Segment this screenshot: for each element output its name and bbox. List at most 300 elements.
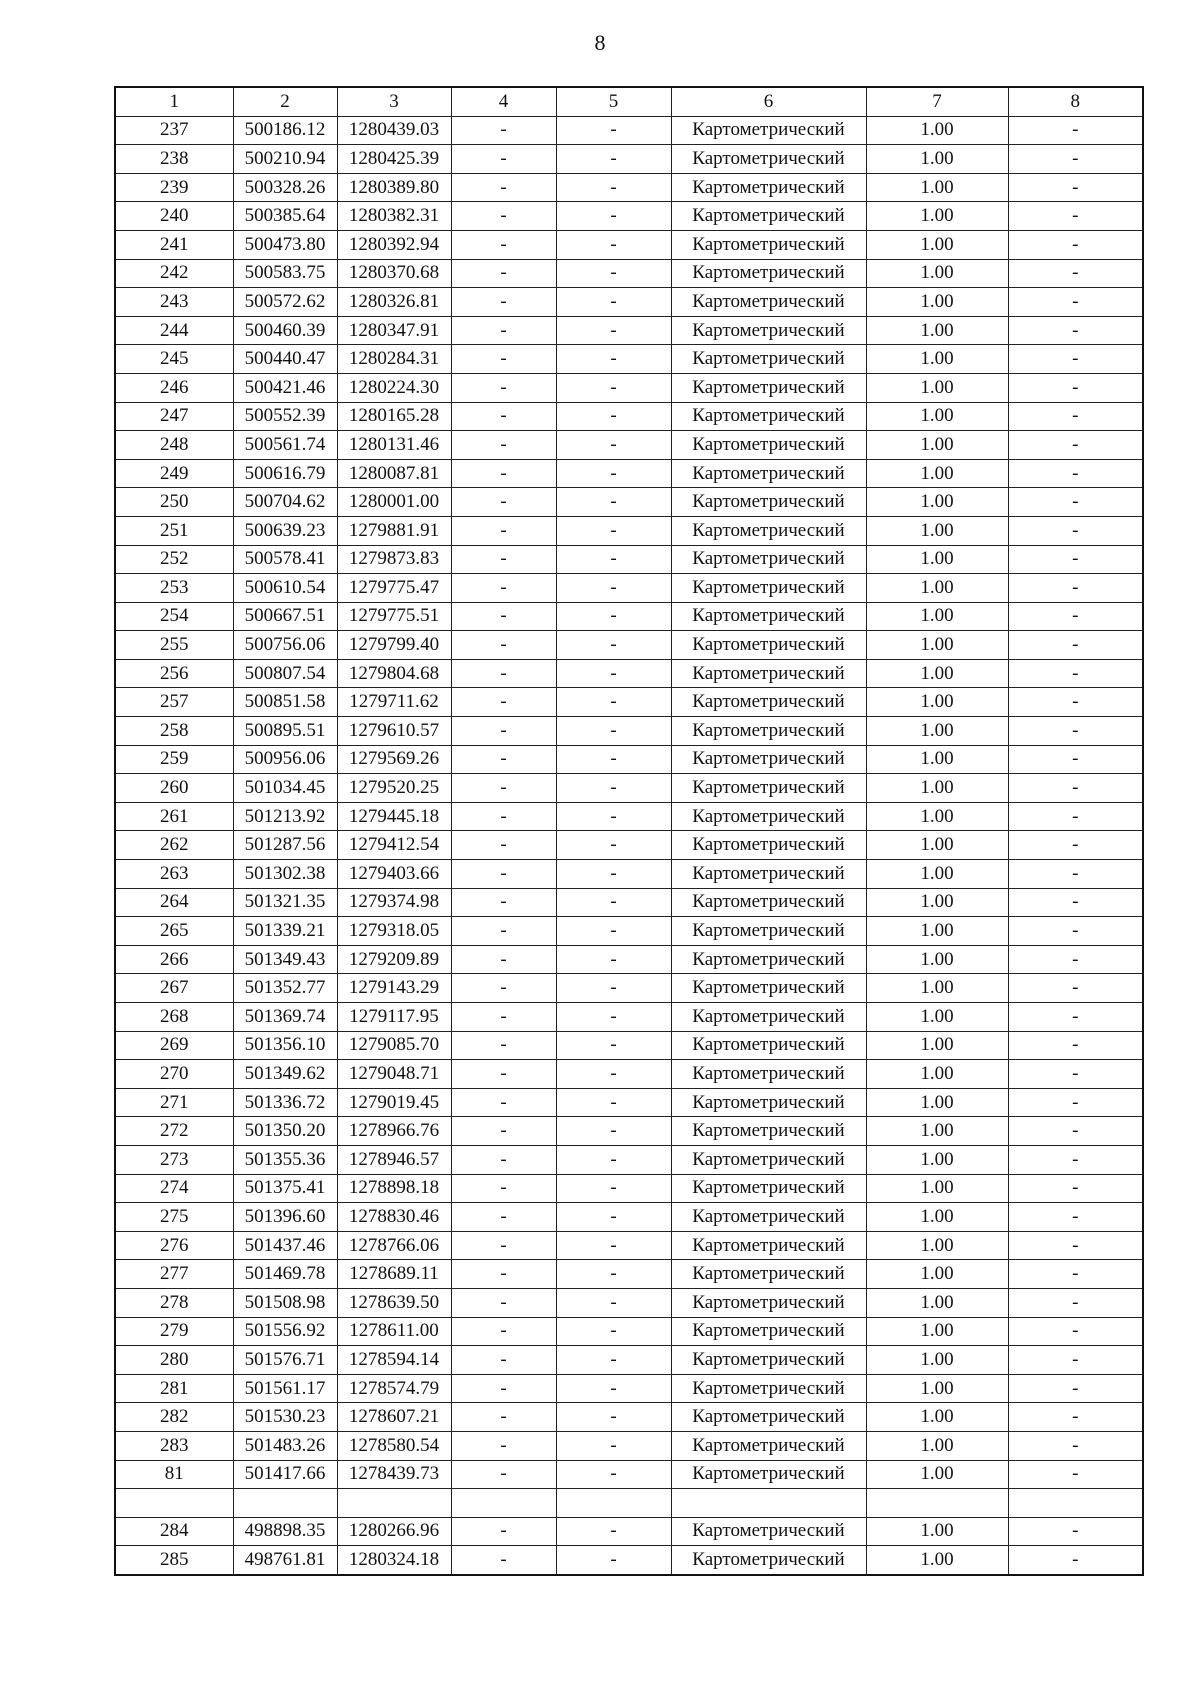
col8-cell: - [1008, 1317, 1143, 1346]
col8-cell: - [1008, 516, 1143, 545]
col4-cell: - [451, 917, 556, 946]
point-number-cell: 242 [115, 259, 233, 288]
accuracy-cell: 1.00 [866, 345, 1008, 374]
accuracy-cell: 1.00 [866, 488, 1008, 517]
method-cell: Картометрический [671, 945, 866, 974]
point-number-cell: 241 [115, 230, 233, 259]
col8-cell: - [1008, 602, 1143, 631]
x-coordinate-cell: 501336.72 [233, 1088, 337, 1117]
y-coordinate-cell: 1280131.46 [337, 431, 451, 460]
table-row [115, 1546, 1143, 1575]
y-coordinate-cell: 1280392.94 [337, 230, 451, 259]
col5-cell: - [556, 802, 671, 831]
x-coordinate-cell: 501287.56 [233, 831, 337, 860]
col4-cell: - [451, 631, 556, 660]
table-row [115, 1431, 1143, 1460]
y-coordinate-cell: 1278946.57 [337, 1145, 451, 1174]
x-coordinate-cell: 500704.62 [233, 488, 337, 517]
x-coordinate-cell: 501396.60 [233, 1203, 337, 1232]
col4-cell: - [451, 688, 556, 717]
y-coordinate-cell [337, 1489, 451, 1518]
y-coordinate-cell: 1279048.71 [337, 1060, 451, 1089]
y-coordinate-cell: 1279412.54 [337, 831, 451, 860]
col5-cell: - [556, 259, 671, 288]
method-cell: Картометрический [671, 1260, 866, 1289]
x-coordinate-cell: 501213.92 [233, 802, 337, 831]
method-cell: Картометрический [671, 602, 866, 631]
accuracy-cell: 1.00 [866, 602, 1008, 631]
col8-cell: - [1008, 717, 1143, 746]
accuracy-cell: 1.00 [866, 1145, 1008, 1174]
col5-cell: - [556, 717, 671, 746]
x-coordinate-cell: 500956.06 [233, 745, 337, 774]
y-coordinate-cell: 1278611.00 [337, 1317, 451, 1346]
table-row [115, 917, 1143, 946]
col4-cell: - [451, 1374, 556, 1403]
x-coordinate-cell: 501508.98 [233, 1288, 337, 1317]
method-cell: Картометрический [671, 545, 866, 574]
table-row [115, 545, 1143, 574]
point-number-cell: 279 [115, 1317, 233, 1346]
col8-cell: - [1008, 459, 1143, 488]
x-coordinate-cell: 500552.39 [233, 402, 337, 431]
point-number-cell: 274 [115, 1174, 233, 1203]
col5-cell: - [556, 1403, 671, 1432]
col4-cell: - [451, 1174, 556, 1203]
col8-cell: - [1008, 1088, 1143, 1117]
table-row [115, 145, 1143, 174]
point-number-cell: 277 [115, 1260, 233, 1289]
method-cell: Картометрический [671, 1060, 866, 1089]
col5-cell: - [556, 1288, 671, 1317]
method-cell: Картометрический [671, 1288, 866, 1317]
table-row [115, 1374, 1143, 1403]
method-cell: Картометрический [671, 631, 866, 660]
col5-cell: - [556, 173, 671, 202]
y-coordinate-cell: 1279117.95 [337, 1003, 451, 1032]
x-coordinate-cell: 500583.75 [233, 259, 337, 288]
col4-cell: - [451, 145, 556, 174]
col8-cell: - [1008, 545, 1143, 574]
y-coordinate-cell: 1278830.46 [337, 1203, 451, 1232]
point-number-cell: 263 [115, 860, 233, 889]
point-number-cell: 254 [115, 602, 233, 631]
point-number-cell: 261 [115, 802, 233, 831]
point-number-cell: 239 [115, 173, 233, 202]
table-row [115, 1088, 1143, 1117]
col4-cell: - [451, 831, 556, 860]
method-cell: Картометрический [671, 659, 866, 688]
point-number-cell: 270 [115, 1060, 233, 1089]
y-coordinate-cell: 1279403.66 [337, 860, 451, 889]
y-coordinate-cell: 1280284.31 [337, 345, 451, 374]
col8-cell: - [1008, 1403, 1143, 1432]
col8-cell: - [1008, 1174, 1143, 1203]
table-row [115, 574, 1143, 603]
col5-cell: - [556, 860, 671, 889]
col4-cell: - [451, 888, 556, 917]
x-coordinate-cell: 501469.78 [233, 1260, 337, 1289]
accuracy-cell: 1.00 [866, 974, 1008, 1003]
table-row [115, 202, 1143, 231]
point-number-cell: 243 [115, 288, 233, 317]
col5-cell: - [556, 316, 671, 345]
accuracy-cell: 1.00 [866, 1003, 1008, 1032]
accuracy-cell: 1.00 [866, 917, 1008, 946]
x-coordinate-cell: 501576.71 [233, 1346, 337, 1375]
method-cell: Картометрический [671, 974, 866, 1003]
col8-cell: - [1008, 659, 1143, 688]
accuracy-cell: 1.00 [866, 1174, 1008, 1203]
col5-cell: - [556, 230, 671, 259]
accuracy-cell: 1.00 [866, 116, 1008, 145]
y-coordinate-cell: 1280347.91 [337, 316, 451, 345]
col5-cell: - [556, 516, 671, 545]
x-coordinate-cell: 500639.23 [233, 516, 337, 545]
point-number-cell: 266 [115, 945, 233, 974]
accuracy-cell: 1.00 [866, 945, 1008, 974]
accuracy-cell: 1.00 [866, 745, 1008, 774]
accuracy-cell [866, 1489, 1008, 1518]
col4-cell: - [451, 659, 556, 688]
method-cell: Картометрический [671, 574, 866, 603]
point-number-cell: 255 [115, 631, 233, 660]
col8-cell: - [1008, 1546, 1143, 1575]
accuracy-cell: 1.00 [866, 688, 1008, 717]
table-row [115, 345, 1143, 374]
point-number-cell: 246 [115, 373, 233, 402]
y-coordinate-cell: 1278966.76 [337, 1117, 451, 1146]
x-coordinate-cell: 500616.79 [233, 459, 337, 488]
col5-cell: - [556, 1260, 671, 1289]
header-cell: 4 [451, 87, 556, 116]
table-row [115, 459, 1143, 488]
method-cell: Картометрический [671, 860, 866, 889]
x-coordinate-cell: 498898.35 [233, 1517, 337, 1546]
table-row [115, 860, 1143, 889]
method-cell: Картометрический [671, 1374, 866, 1403]
method-cell: Картометрический [671, 402, 866, 431]
x-coordinate-cell: 500328.26 [233, 173, 337, 202]
x-coordinate-cell: 500421.46 [233, 373, 337, 402]
method-cell: Картометрический [671, 488, 866, 517]
accuracy-cell: 1.00 [866, 1317, 1008, 1346]
table-row [115, 631, 1143, 660]
col8-cell: - [1008, 917, 1143, 946]
method-cell: Картометрический [671, 1174, 866, 1203]
accuracy-cell: 1.00 [866, 1517, 1008, 1546]
method-cell: Картометрический [671, 831, 866, 860]
x-coordinate-cell: 501349.43 [233, 945, 337, 974]
col4-cell: - [451, 288, 556, 317]
col5-cell: - [556, 574, 671, 603]
y-coordinate-cell: 1278766.06 [337, 1231, 451, 1260]
y-coordinate-cell: 1279143.29 [337, 974, 451, 1003]
col5-cell: - [556, 345, 671, 374]
method-cell: Картометрический [671, 459, 866, 488]
accuracy-cell: 1.00 [866, 574, 1008, 603]
method-cell: Картометрический [671, 316, 866, 345]
col8-cell: - [1008, 574, 1143, 603]
method-cell: Картометрический [671, 1088, 866, 1117]
x-coordinate-cell: 501321.35 [233, 888, 337, 917]
y-coordinate-cell: 1279520.25 [337, 774, 451, 803]
col8-cell: - [1008, 316, 1143, 345]
table-row [115, 602, 1143, 631]
point-number-cell: 282 [115, 1403, 233, 1432]
method-cell: Картометрический [671, 202, 866, 231]
point-number-cell: 259 [115, 745, 233, 774]
col5-cell: - [556, 774, 671, 803]
point-number-cell: 250 [115, 488, 233, 517]
col4-cell: - [451, 1231, 556, 1260]
col5-cell: - [556, 1231, 671, 1260]
table-row [115, 173, 1143, 202]
method-cell: Картометрический [671, 288, 866, 317]
col4-cell: - [451, 488, 556, 517]
point-number-cell: 271 [115, 1088, 233, 1117]
x-coordinate-cell: 501034.45 [233, 774, 337, 803]
method-cell: Картометрический [671, 1403, 866, 1432]
col4-cell: - [451, 717, 556, 746]
col5-cell: - [556, 145, 671, 174]
x-coordinate-cell: 500186.12 [233, 116, 337, 145]
x-coordinate-cell: 500578.41 [233, 545, 337, 574]
accuracy-cell: 1.00 [866, 888, 1008, 917]
col5-cell: - [556, 888, 671, 917]
accuracy-cell: 1.00 [866, 860, 1008, 889]
y-coordinate-cell: 1280326.81 [337, 288, 451, 317]
point-number-cell: 278 [115, 1288, 233, 1317]
col8-cell: - [1008, 1431, 1143, 1460]
x-coordinate-cell: 501437.46 [233, 1231, 337, 1260]
point-number-cell: 280 [115, 1346, 233, 1375]
coordinates-table [114, 86, 1144, 1576]
col4-cell: - [451, 1346, 556, 1375]
y-coordinate-cell: 1280266.96 [337, 1517, 451, 1546]
y-coordinate-cell: 1278898.18 [337, 1174, 451, 1203]
col5-cell: - [556, 631, 671, 660]
method-cell: Картометрический [671, 1431, 866, 1460]
point-number-cell: 251 [115, 516, 233, 545]
x-coordinate-cell: 501561.17 [233, 1374, 337, 1403]
col4-cell: - [451, 1317, 556, 1346]
col4-cell: - [451, 1260, 556, 1289]
table-row [115, 1031, 1143, 1060]
point-number-cell: 273 [115, 1145, 233, 1174]
header-cell: 6 [671, 87, 866, 116]
point-number-cell: 276 [115, 1231, 233, 1260]
accuracy-cell: 1.00 [866, 1460, 1008, 1489]
method-cell: Картометрический [671, 1031, 866, 1060]
col5-cell: - [556, 831, 671, 860]
col4-cell: - [451, 259, 556, 288]
method-cell: Картометрический [671, 1145, 866, 1174]
col5-cell: - [556, 1346, 671, 1375]
y-coordinate-cell: 1280165.28 [337, 402, 451, 431]
method-cell: Картометрический [671, 1460, 866, 1489]
y-coordinate-cell: 1279085.70 [337, 1031, 451, 1060]
col8-cell: - [1008, 1374, 1143, 1403]
col8-cell: - [1008, 259, 1143, 288]
method-cell: Картометрический [671, 1517, 866, 1546]
point-number-cell: 244 [115, 316, 233, 345]
accuracy-cell: 1.00 [866, 831, 1008, 860]
col5-cell: - [556, 373, 671, 402]
y-coordinate-cell: 1279775.47 [337, 574, 451, 603]
table-row [115, 288, 1143, 317]
x-coordinate-cell: 501556.92 [233, 1317, 337, 1346]
point-number-cell [115, 1489, 233, 1518]
header-cell: 7 [866, 87, 1008, 116]
col8-cell: - [1008, 860, 1143, 889]
y-coordinate-cell: 1279209.89 [337, 945, 451, 974]
accuracy-cell: 1.00 [866, 545, 1008, 574]
point-number-cell: 275 [115, 1203, 233, 1232]
y-coordinate-cell: 1278689.11 [337, 1260, 451, 1289]
col4-cell: - [451, 1117, 556, 1146]
col8-cell: - [1008, 202, 1143, 231]
col8-cell: - [1008, 888, 1143, 917]
point-number-cell: 247 [115, 402, 233, 431]
col8-cell: - [1008, 1260, 1143, 1289]
col8-cell: - [1008, 488, 1143, 517]
x-coordinate-cell: 501302.38 [233, 860, 337, 889]
x-coordinate-cell: 500610.54 [233, 574, 337, 603]
point-number-cell: 281 [115, 1374, 233, 1403]
accuracy-cell: 1.00 [866, 316, 1008, 345]
col8-cell: - [1008, 1145, 1143, 1174]
method-cell: Картометрический [671, 1117, 866, 1146]
table-row [115, 316, 1143, 345]
header-cell: 8 [1008, 87, 1143, 116]
point-number-cell: 268 [115, 1003, 233, 1032]
y-coordinate-cell: 1279775.51 [337, 602, 451, 631]
col4-cell: - [451, 802, 556, 831]
accuracy-cell: 1.00 [866, 1403, 1008, 1432]
method-cell: Картометрический [671, 1203, 866, 1232]
col8-cell: - [1008, 1346, 1143, 1375]
accuracy-cell: 1.00 [866, 288, 1008, 317]
col5-cell: - [556, 1460, 671, 1489]
table-row [115, 1003, 1143, 1032]
col8-cell [1008, 1489, 1143, 1518]
col4-cell: - [451, 373, 556, 402]
x-coordinate-cell: 500460.39 [233, 316, 337, 345]
y-coordinate-cell: 1280001.00 [337, 488, 451, 517]
col5-cell: - [556, 917, 671, 946]
point-number-cell: 81 [115, 1460, 233, 1489]
col5-cell: - [556, 745, 671, 774]
col4-cell: - [451, 545, 556, 574]
method-cell: Картометрический [671, 888, 866, 917]
x-coordinate-cell: 498761.81 [233, 1546, 337, 1575]
y-coordinate-cell: 1280439.03 [337, 116, 451, 145]
method-cell: Картометрический [671, 259, 866, 288]
y-coordinate-cell: 1279873.83 [337, 545, 451, 574]
col5-cell: - [556, 602, 671, 631]
col8-cell: - [1008, 831, 1143, 860]
x-coordinate-cell: 501355.36 [233, 1145, 337, 1174]
method-cell: Картометрический [671, 173, 866, 202]
accuracy-cell: 1.00 [866, 1346, 1008, 1375]
accuracy-cell: 1.00 [866, 173, 1008, 202]
x-coordinate-cell: 500667.51 [233, 602, 337, 631]
point-number-cell: 245 [115, 345, 233, 374]
method-cell: Картометрический [671, 1546, 866, 1575]
col5-cell: - [556, 945, 671, 974]
col5-cell: - [556, 1031, 671, 1060]
col4-cell: - [451, 602, 556, 631]
point-number-cell: 265 [115, 917, 233, 946]
col8-cell: - [1008, 774, 1143, 803]
point-number-cell: 285 [115, 1546, 233, 1575]
accuracy-cell: 1.00 [866, 774, 1008, 803]
col4-cell: - [451, 574, 556, 603]
col4-cell: - [451, 1460, 556, 1489]
method-cell [671, 1489, 866, 1518]
col5-cell: - [556, 1003, 671, 1032]
table-row [115, 516, 1143, 545]
col8-cell: - [1008, 631, 1143, 660]
table-row [115, 373, 1143, 402]
x-coordinate-cell: 501417.66 [233, 1460, 337, 1489]
col5-cell: - [556, 288, 671, 317]
table-row [115, 717, 1143, 746]
method-cell: Картометрический [671, 116, 866, 145]
page-number: 8 [594, 30, 606, 55]
table-row [115, 974, 1143, 1003]
accuracy-cell: 1.00 [866, 259, 1008, 288]
y-coordinate-cell: 1280324.18 [337, 1546, 451, 1575]
table-row [115, 1231, 1143, 1260]
col5-cell: - [556, 1145, 671, 1174]
accuracy-cell: 1.00 [866, 516, 1008, 545]
col8-cell: - [1008, 373, 1143, 402]
col4-cell: - [451, 1031, 556, 1060]
table-row [115, 1288, 1143, 1317]
col4-cell: - [451, 1003, 556, 1032]
accuracy-cell: 1.00 [866, 202, 1008, 231]
col4-cell: - [451, 116, 556, 145]
col8-cell: - [1008, 1517, 1143, 1546]
point-number-cell: 267 [115, 974, 233, 1003]
table-row [115, 745, 1143, 774]
col8-cell: - [1008, 1003, 1143, 1032]
col4-cell: - [451, 516, 556, 545]
x-coordinate-cell: 500210.94 [233, 145, 337, 174]
accuracy-cell: 1.00 [866, 402, 1008, 431]
col8-cell: - [1008, 230, 1143, 259]
table-header-row [115, 87, 1143, 116]
y-coordinate-cell: 1278580.54 [337, 1431, 451, 1460]
table-row [115, 802, 1143, 831]
accuracy-cell: 1.00 [866, 1231, 1008, 1260]
point-number-cell: 262 [115, 831, 233, 860]
y-coordinate-cell: 1278594.14 [337, 1346, 451, 1375]
point-number-cell: 269 [115, 1031, 233, 1060]
table-row [115, 1317, 1143, 1346]
col5-cell: - [556, 545, 671, 574]
y-coordinate-cell: 1280382.31 [337, 202, 451, 231]
col4-cell: - [451, 316, 556, 345]
x-coordinate-cell: 501356.10 [233, 1031, 337, 1060]
point-number-cell: 257 [115, 688, 233, 717]
point-number-cell: 272 [115, 1117, 233, 1146]
header-cell: 2 [233, 87, 337, 116]
header-cell: 1 [115, 87, 233, 116]
col4-cell: - [451, 173, 556, 202]
